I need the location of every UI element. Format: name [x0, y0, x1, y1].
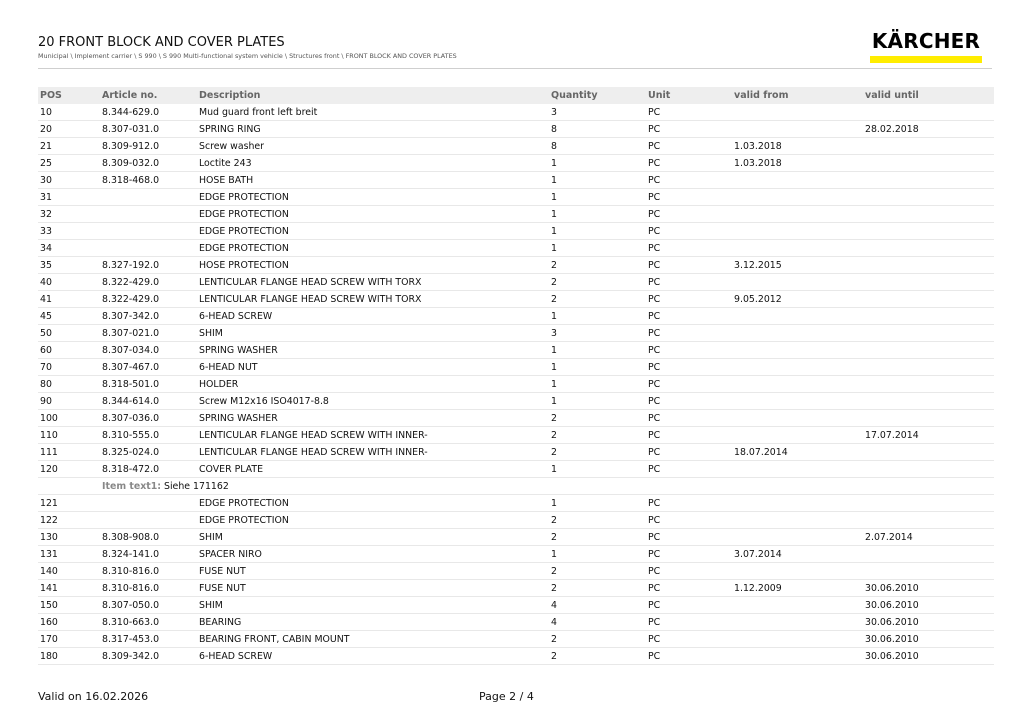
- table-row: [38, 648, 994, 665]
- cell-valid-from: [732, 172, 863, 189]
- cell-pos: 25: [38, 155, 100, 172]
- cell-valid-until: 30.06.2010: [863, 580, 994, 597]
- cell-valid-from: [732, 359, 863, 376]
- table-row: [38, 461, 994, 478]
- cell-unit: PC: [646, 121, 732, 138]
- cell-pos: 170: [38, 631, 100, 648]
- table-row: [38, 325, 994, 342]
- cell-description: SPACER NIRO: [197, 546, 549, 563]
- table-row: [38, 376, 994, 393]
- cell-article: [100, 495, 197, 512]
- cell-article: 8.322-429.0: [100, 274, 197, 291]
- cell-valid-from: [732, 529, 863, 546]
- item-text-label: Item text1:: [102, 480, 162, 492]
- cell-description: EDGE PROTECTION: [197, 512, 549, 529]
- table-row: [38, 206, 994, 223]
- cell-article: [100, 223, 197, 240]
- cell-valid-from: 1.03.2018: [732, 138, 863, 155]
- cell-pos: 60: [38, 342, 100, 359]
- page-header: [38, 29, 992, 69]
- cell-description: SHIM: [197, 597, 549, 614]
- table-row: [38, 580, 994, 597]
- cell-quantity: 1: [549, 155, 646, 172]
- cell-valid-from: [732, 274, 863, 291]
- cell-pos: 130: [38, 529, 100, 546]
- cell-unit: PC: [646, 512, 732, 529]
- cell-pos: 31: [38, 189, 100, 206]
- cell-valid-until: [863, 495, 994, 512]
- cell-quantity: 1: [549, 189, 646, 206]
- cell-pos: 150: [38, 597, 100, 614]
- cell-quantity: 2: [549, 410, 646, 427]
- cell-quantity: 2: [549, 291, 646, 308]
- cell-article: 8.344-629.0: [100, 104, 197, 121]
- cell-valid-from: [732, 631, 863, 648]
- cell-unit: PC: [646, 648, 732, 665]
- table-row: [38, 614, 994, 631]
- cell-description: FUSE NUT: [197, 580, 549, 597]
- cell-unit: PC: [646, 308, 732, 325]
- cell-article: 8.309-342.0: [100, 648, 197, 665]
- cell-quantity: 3: [549, 104, 646, 121]
- cell-article: 8.310-663.0: [100, 614, 197, 631]
- table-row: [38, 495, 994, 512]
- cell-description: 6-HEAD NUT: [197, 359, 549, 376]
- col-header-pos: POS: [38, 87, 100, 104]
- cell-valid-until: [863, 512, 994, 529]
- table-row: [38, 563, 994, 580]
- cell-valid-from: [732, 512, 863, 529]
- cell-valid-until: [863, 393, 994, 410]
- cell-valid-until: [863, 461, 994, 478]
- cell-unit: PC: [646, 359, 732, 376]
- cell-pos: 35: [38, 257, 100, 274]
- cell-description: 6-HEAD SCREW: [197, 648, 549, 665]
- table-row: [38, 291, 994, 308]
- cell-description: Screw washer: [197, 138, 549, 155]
- cell-pos: 32: [38, 206, 100, 223]
- cell-pos: 20: [38, 121, 100, 138]
- cell-pos: 131: [38, 546, 100, 563]
- cell-description: EDGE PROTECTION: [197, 495, 549, 512]
- cell-article: 8.327-192.0: [100, 257, 197, 274]
- cell-unit: PC: [646, 563, 732, 580]
- cell-description: Loctite 243: [197, 155, 549, 172]
- cell-unit: PC: [646, 444, 732, 461]
- valid-on-date: Valid on 16.02.2026: [38, 690, 149, 703]
- cell-quantity: 1: [549, 206, 646, 223]
- cell-article: [100, 240, 197, 257]
- cell-valid-from: [732, 393, 863, 410]
- cell-valid-from: [732, 461, 863, 478]
- cell-pos: 110: [38, 427, 100, 444]
- cell-pos: 33: [38, 223, 100, 240]
- cell-valid-until: 2.07.2014: [863, 529, 994, 546]
- cell-unit: PC: [646, 223, 732, 240]
- cell-description: BEARING FRONT, CABIN MOUNT: [197, 631, 549, 648]
- cell-description: LENTICULAR FLANGE HEAD SCREW WITH TORX: [197, 291, 549, 308]
- cell-pos: 45: [38, 308, 100, 325]
- cell-quantity: 2: [549, 529, 646, 546]
- cell-unit: PC: [646, 342, 732, 359]
- cell-quantity: 1: [549, 308, 646, 325]
- cell-article: 8.318-468.0: [100, 172, 197, 189]
- cell-unit: PC: [646, 393, 732, 410]
- cell-pos: 50: [38, 325, 100, 342]
- cell-article: [100, 206, 197, 223]
- cell-unit: PC: [646, 495, 732, 512]
- cell-quantity: 1: [549, 359, 646, 376]
- cell-unit: PC: [646, 631, 732, 648]
- cell-quantity: 2: [549, 648, 646, 665]
- cell-quantity: 2: [549, 563, 646, 580]
- table-row: [38, 104, 994, 121]
- cell-quantity: 1: [549, 393, 646, 410]
- table-row: [38, 274, 994, 291]
- cell-article: 8.318-501.0: [100, 376, 197, 393]
- cell-valid-until: [863, 155, 994, 172]
- cell-article: 8.322-429.0: [100, 291, 197, 308]
- cell-pos: 21: [38, 138, 100, 155]
- cell-quantity: 8: [549, 121, 646, 138]
- table-row: [38, 393, 994, 410]
- cell-description: SHIM: [197, 529, 549, 546]
- cell-valid-from: 1.03.2018: [732, 155, 863, 172]
- cell-unit: PC: [646, 257, 732, 274]
- page-title: 20 FRONT BLOCK AND COVER PLATES: [38, 35, 285, 50]
- page-number: Page 2 / 4: [479, 690, 534, 703]
- cell-unit: PC: [646, 376, 732, 393]
- cell-valid-until: [863, 308, 994, 325]
- cell-valid-from: 18.07.2014: [732, 444, 863, 461]
- cell-quantity: 1: [549, 172, 646, 189]
- table-row: [38, 631, 994, 648]
- table-row: [38, 138, 994, 155]
- cell-valid-until: 30.06.2010: [863, 648, 994, 665]
- cell-quantity: 1: [549, 546, 646, 563]
- cell-pos: 141: [38, 580, 100, 597]
- cell-article: [100, 189, 197, 206]
- cell-pos: 10: [38, 104, 100, 121]
- cell-unit: PC: [646, 240, 732, 257]
- cell-description: LENTICULAR FLANGE HEAD SCREW WITH INNER-: [197, 427, 549, 444]
- table-row: [38, 512, 994, 529]
- cell-unit: PC: [646, 104, 732, 121]
- cell-unit: PC: [646, 172, 732, 189]
- table-row: [38, 172, 994, 189]
- table-row: [38, 546, 994, 563]
- cell-unit: PC: [646, 427, 732, 444]
- cell-valid-until: [863, 410, 994, 427]
- cell-article: 8.308-908.0: [100, 529, 197, 546]
- cell-valid-until: [863, 444, 994, 461]
- cell-valid-until: 30.06.2010: [863, 597, 994, 614]
- cell-description: LENTICULAR FLANGE HEAD SCREW WITH TORX: [197, 274, 549, 291]
- cell-pos: 140: [38, 563, 100, 580]
- cell-pos: 40: [38, 274, 100, 291]
- cell-description: EDGE PROTECTION: [197, 189, 549, 206]
- cell-pos: 111: [38, 444, 100, 461]
- table-header-row: [38, 87, 994, 104]
- cell-valid-from: [732, 427, 863, 444]
- cell-valid-until: [863, 172, 994, 189]
- cell-valid-until: 17.07.2014: [863, 427, 994, 444]
- cell-valid-from: [732, 121, 863, 138]
- table-row: [38, 189, 994, 206]
- table-row: [38, 257, 994, 274]
- cell-quantity: 2: [549, 631, 646, 648]
- cell-unit: PC: [646, 189, 732, 206]
- cell-article: 8.310-555.0: [100, 427, 197, 444]
- cell-pos: 41: [38, 291, 100, 308]
- cell-valid-from: [732, 325, 863, 342]
- cell-valid-from: [732, 597, 863, 614]
- cell-quantity: 1: [549, 495, 646, 512]
- table-row: [38, 410, 994, 427]
- cell-valid-until: [863, 240, 994, 257]
- cell-quantity: 2: [549, 512, 646, 529]
- table-row: [38, 308, 994, 325]
- cell-pos: 80: [38, 376, 100, 393]
- cell-pos: 90: [38, 393, 100, 410]
- cell-quantity: 2: [549, 444, 646, 461]
- col-header-article: Article no.: [100, 87, 197, 104]
- cell-description: EDGE PROTECTION: [197, 223, 549, 240]
- cell-unit: PC: [646, 529, 732, 546]
- cell-article: 8.307-342.0: [100, 308, 197, 325]
- cell-valid-from: [732, 495, 863, 512]
- cell-article: 8.310-816.0: [100, 580, 197, 597]
- cell-description: BEARING: [197, 614, 549, 631]
- cell-unit: PC: [646, 155, 732, 172]
- cell-valid-from: [732, 614, 863, 631]
- cell-valid-until: [863, 291, 994, 308]
- cell-article: 8.318-472.0: [100, 461, 197, 478]
- cell-unit: PC: [646, 580, 732, 597]
- cell-article: 8.324-141.0: [100, 546, 197, 563]
- cell-valid-until: 28.02.2018: [863, 121, 994, 138]
- cell-article: [100, 512, 197, 529]
- cell-pos: 160: [38, 614, 100, 631]
- cell-unit: PC: [646, 410, 732, 427]
- cell-valid-from: [732, 342, 863, 359]
- cell-unit: PC: [646, 291, 732, 308]
- cell-valid-until: [863, 376, 994, 393]
- table-row: [38, 359, 994, 376]
- cell-description: HOSE PROTECTION: [197, 257, 549, 274]
- cell-valid-until: [863, 104, 994, 121]
- cell-description: 6-HEAD SCREW: [197, 308, 549, 325]
- cell-quantity: 2: [549, 427, 646, 444]
- cell-valid-from: 9.05.2012: [732, 291, 863, 308]
- cell-unit: PC: [646, 325, 732, 342]
- parts-table: [38, 87, 994, 665]
- cell-quantity: 4: [549, 614, 646, 631]
- cell-valid-until: 30.06.2010: [863, 631, 994, 648]
- cell-quantity: 4: [549, 597, 646, 614]
- cell-description: Screw M12x16 ISO4017-8.8: [197, 393, 549, 410]
- karcher-logo: [870, 31, 982, 63]
- cell-pos: 70: [38, 359, 100, 376]
- cell-valid-until: [863, 325, 994, 342]
- item-text-value: Siehe 171162: [161, 480, 229, 492]
- cell-unit: PC: [646, 546, 732, 563]
- col-header-valid-until: valid until: [863, 87, 994, 104]
- cell-valid-until: [863, 342, 994, 359]
- table-row: [38, 444, 994, 461]
- cell-quantity: 2: [549, 580, 646, 597]
- cell-article: 8.307-050.0: [100, 597, 197, 614]
- cell-quantity: 1: [549, 342, 646, 359]
- cell-valid-until: 30.06.2010: [863, 614, 994, 631]
- cell-article: 8.344-614.0: [100, 393, 197, 410]
- cell-valid-from: [732, 648, 863, 665]
- cell-pos: 100: [38, 410, 100, 427]
- cell-description: SPRING RING: [197, 121, 549, 138]
- breadcrumb: Municipal \ Implement carrier \ S 990 \ S 990 Multi-functional system vehicle \ Structures front \ FRONT BLOCK AND COVER PLATES: [38, 52, 457, 60]
- col-header-quantity: Quantity: [549, 87, 646, 104]
- cell-valid-until: [863, 138, 994, 155]
- cell-valid-from: [732, 223, 863, 240]
- cell-valid-from: [732, 240, 863, 257]
- cell-valid-from: 3.12.2015: [732, 257, 863, 274]
- cell-pos: 180: [38, 648, 100, 665]
- cell-description: HOSE BATH: [197, 172, 549, 189]
- cell-pos: 122: [38, 512, 100, 529]
- cell-valid-from: [732, 410, 863, 427]
- cell-description: EDGE PROTECTION: [197, 240, 549, 257]
- table-row: [38, 121, 994, 138]
- cell-valid-from: [732, 104, 863, 121]
- cell-valid-from: 1.12.2009: [732, 580, 863, 597]
- cell-valid-until: [863, 359, 994, 376]
- cell-unit: PC: [646, 597, 732, 614]
- table-row: [38, 155, 994, 172]
- cell-article: 8.310-816.0: [100, 563, 197, 580]
- cell-unit: PC: [646, 138, 732, 155]
- table-row: [38, 223, 994, 240]
- cell-valid-until: [863, 563, 994, 580]
- cell-valid-from: [732, 206, 863, 223]
- cell-description: HOLDER: [197, 376, 549, 393]
- cell-valid-until: [863, 257, 994, 274]
- col-header-description: Description: [197, 87, 549, 104]
- cell-valid-from: [732, 563, 863, 580]
- cell-description: LENTICULAR FLANGE HEAD SCREW WITH INNER-: [197, 444, 549, 461]
- cell-article: 8.307-036.0: [100, 410, 197, 427]
- cell-valid-from: [732, 189, 863, 206]
- col-header-unit: Unit: [646, 87, 732, 104]
- table-row: [38, 529, 994, 546]
- logo-yellow-bar: [870, 56, 982, 63]
- cell-quantity: 2: [549, 257, 646, 274]
- cell-unit: PC: [646, 206, 732, 223]
- cell-article: 8.309-032.0: [100, 155, 197, 172]
- cell-valid-until: [863, 223, 994, 240]
- cell-quantity: 1: [549, 461, 646, 478]
- cell-quantity: 1: [549, 240, 646, 257]
- cell-pos: 120: [38, 461, 100, 478]
- cell-article: 8.307-031.0: [100, 121, 197, 138]
- cell-description: SPRING WASHER: [197, 342, 549, 359]
- table-row: [38, 597, 994, 614]
- cell-valid-from: 3.07.2014: [732, 546, 863, 563]
- cell-valid-until: [863, 546, 994, 563]
- cell-quantity: 1: [549, 376, 646, 393]
- cell-description: EDGE PROTECTION: [197, 206, 549, 223]
- table-row: [38, 240, 994, 257]
- table-body: [38, 104, 994, 665]
- cell-article: 8.325-024.0: [100, 444, 197, 461]
- cell-pos: 30: [38, 172, 100, 189]
- cell-pos: 121: [38, 495, 100, 512]
- cell-valid-until: [863, 206, 994, 223]
- cell-valid-until: [863, 274, 994, 291]
- cell-pos: 34: [38, 240, 100, 257]
- item-text-row: [38, 478, 994, 495]
- cell-unit: PC: [646, 274, 732, 291]
- cell-description: SHIM: [197, 325, 549, 342]
- cell-quantity: 1: [549, 223, 646, 240]
- cell-article: 8.317-453.0: [100, 631, 197, 648]
- cell-unit: PC: [646, 461, 732, 478]
- cell-article: 8.307-034.0: [100, 342, 197, 359]
- cell-quantity: 8: [549, 138, 646, 155]
- cell-description: FUSE NUT: [197, 563, 549, 580]
- cell-unit: PC: [646, 614, 732, 631]
- cell-valid-from: [732, 308, 863, 325]
- cell-article: 8.309-912.0: [100, 138, 197, 155]
- cell-valid-from: [732, 376, 863, 393]
- cell-valid-until: [863, 189, 994, 206]
- item-text: [100, 478, 994, 495]
- cell-description: Mud guard front left breit: [197, 104, 549, 121]
- cell-description: SPRING WASHER: [197, 410, 549, 427]
- cell-article: 8.307-467.0: [100, 359, 197, 376]
- cell-article: 8.307-021.0: [100, 325, 197, 342]
- cell-quantity: 2: [549, 274, 646, 291]
- cell-quantity: 3: [549, 325, 646, 342]
- logo-text: KÄRCHER: [871, 29, 981, 53]
- cell-description: COVER PLATE: [197, 461, 549, 478]
- table-row: [38, 427, 994, 444]
- col-header-valid-from: valid from: [732, 87, 863, 104]
- table-row: [38, 342, 994, 359]
